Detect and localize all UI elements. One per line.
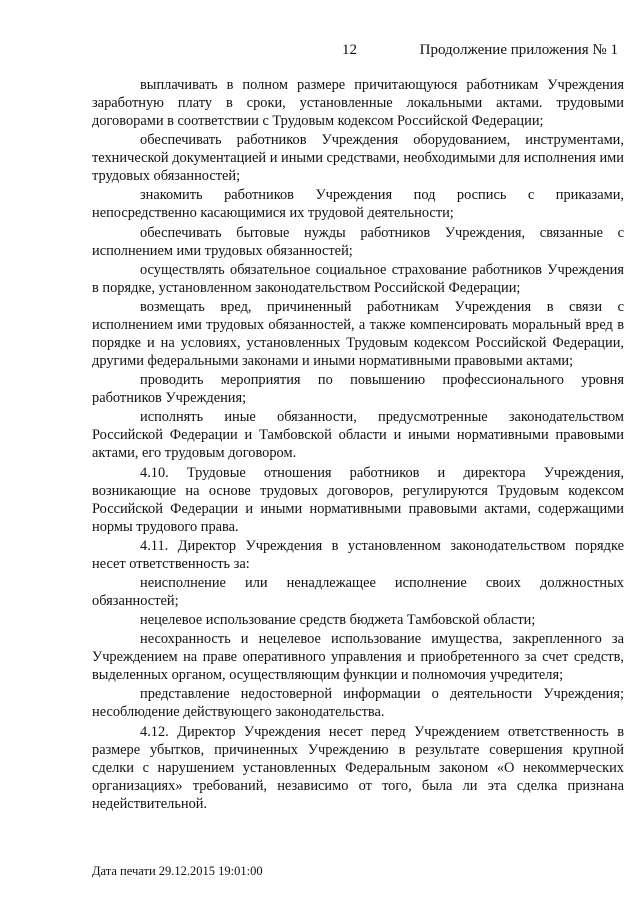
paragraph: несохранность и нецелевое использование имущества, закрепленного за Учреждением на праве оперативного управления и приобретенного за счет средств, выделенных органом, осуществляющим функции и полномочия учредителя; [92, 631, 624, 684]
paragraph: возмещать вред, причиненный работникам Учреждения в связи с исполнением ими трудовых обязанностей, а также компенсировать моральный вред в порядке и на условиях, установленных Трудовым кодексом Российской Федерации, другими федеральными законами и иными нормативными правовыми актами; [92, 298, 624, 369]
page-number: 12 [342, 42, 357, 58]
section-4-11: 4.11. Директор Учреждения в установленном законодательством порядке несет ответственность за: [92, 537, 624, 572]
paragraph: проводить мероприятия по повышению профессионального уровня работников Учреждения; [92, 372, 624, 407]
section-4-10: 4.10. Трудовые отношения работников и директора Учреждения, возникающие на основе трудовых договоров, регулируются Трудовым кодексом Российской Федерации и иными нормативными правовыми актами, содержащими нормы трудового права. [92, 464, 624, 535]
print-date: Дата печати 29.12.2015 19:01:00 [92, 864, 263, 878]
paragraph: нецелевое использование средств бюджета Тамбовской области; [140, 612, 536, 629]
document-body [92, 76, 624, 814]
paragraph: исполнять иные обязанности, предусмотренные законодательством Российской Федерации и Тамбовской области и иными нормативными правовыми актами, его трудовым договором. [92, 409, 624, 462]
paragraph: выплачивать в полном размере причитающуюся работникам Учреждения заработную плату в сроки, установленные локальными актами. трудовыми договорами в соответствии с Трудовым кодексом Российской Федерации; [92, 77, 624, 129]
appendix-continuation: Продолжение приложения № 1 [419, 42, 618, 58]
paragraph: знакомить работников Учреждения под роспись с приказами, непосредственно касающимися их трудовой деятельности; [92, 187, 624, 222]
paragraph: обеспечивать работников Учреждения оборудованием, инструментами, технической документацией и иными средствами, необходимыми для исполнения ими трудовых обязанностей; [92, 132, 624, 185]
paragraph: обеспечивать бытовые нужды работников Учреждения, связанные с исполнением ими трудовых обязанностей; [92, 224, 624, 259]
paragraph: неисполнение или ненадлежащее исполнение своих должностных обязанностей; [92, 574, 624, 609]
paragraph: представление недостоверной информации о деятельности Учреждения; несоблюдение действующего законодательства. [92, 686, 624, 721]
paragraph: осуществлять обязательное социальное страхование работников Учреждения в порядке, установленном законодательством Российской Федерации; [92, 261, 624, 296]
section-4-12: 4.12. Директор Учреждения несет перед Учреждением ответственность в размере убытков, причиненных Учреждению в результате совершения крупной сделки с нарушением установленных Федеральным законом «О некоммерческих организациях» требований, независимо от того, была ли эта сделка признана недействительной. [92, 723, 624, 812]
page-header [0, 42, 640, 62]
